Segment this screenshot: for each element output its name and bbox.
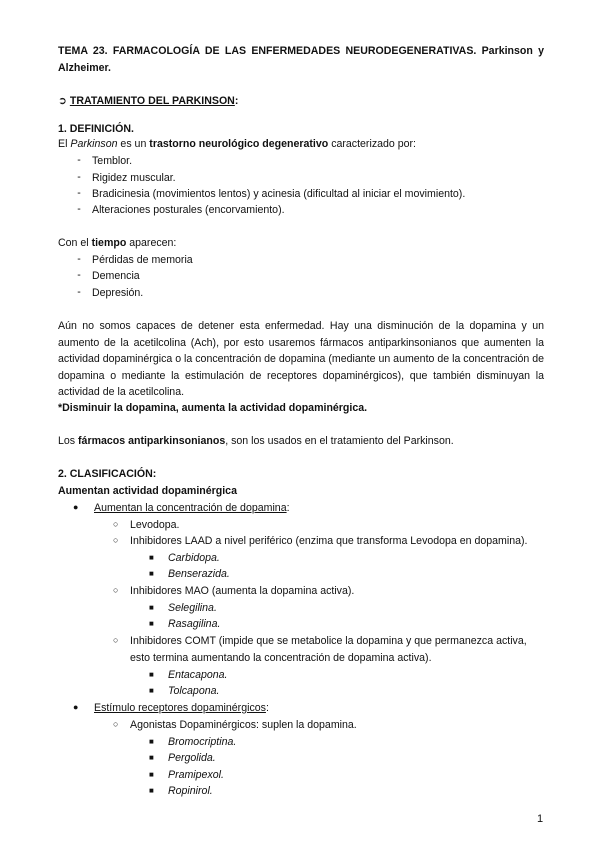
time-text-bold: tiempo [91, 237, 127, 249]
drug-item: Pergolida. [168, 752, 216, 764]
section-heading [58, 94, 238, 108]
circle-bullet-icon: ○ [113, 585, 119, 595]
drugs-text-bold: fármacos antiparkinsonianos [78, 435, 226, 447]
bullet-icon: ● [73, 502, 79, 512]
drug-item: Rasagilina. [168, 618, 221, 630]
square-bullet-icon: ■ [149, 737, 154, 746]
square-bullet-icon: ■ [149, 553, 154, 562]
definition-heading: 1. DEFINICIÓN. [58, 123, 134, 135]
circle-bullet-icon: ○ [113, 635, 119, 645]
definition-intro [58, 137, 416, 151]
list-item: Bradicinesia (movimientos lentos) y acinesia (dificultad al iniciar el movimiento). [92, 188, 466, 200]
def-text-parkinson: Parkinson [70, 138, 118, 150]
drugs-text-c: , son los usados en el tratamiento del Parkinson. [225, 435, 454, 447]
square-bullet-icon: ■ [149, 770, 154, 779]
drugs-line [58, 434, 454, 448]
drug-item: Selegilina. [168, 602, 217, 614]
document-title: TEMA 23. FARMACOLOGÍA DE LAS ENFERMEDADES NEURODEGENERATIVAS. Parkinson y Alzheimer. [58, 45, 544, 74]
square-bullet-icon: ■ [149, 786, 154, 795]
list-item: Agonistas Dopaminérgicos: suplen la dopamina. [130, 719, 357, 731]
square-bullet-icon: ■ [149, 619, 154, 628]
drug-item: Tolcapona. [168, 685, 220, 697]
list-item: Temblor. [92, 155, 133, 167]
drug-item: Ropinirol. [168, 785, 213, 797]
circle-bullet-icon: ○ [113, 535, 119, 545]
classification-heading: 2. CLASIFICACIÓN: [58, 468, 157, 480]
def-text-e: caracterizado por: [328, 138, 416, 150]
section-title: TRATAMIENTO DEL PARKINSON [69, 95, 235, 107]
square-bullet-icon: ■ [149, 603, 154, 612]
group1-suffix: : [286, 502, 290, 514]
drugs-text-a: Los [58, 435, 79, 447]
list-item: Inhibidores COMT (impide que se metabolice la dopamina y que permanezca activa, [130, 635, 527, 647]
list-item: Demencia [92, 270, 140, 282]
square-bullet-icon: ■ [149, 686, 154, 695]
def-text-bold: trastorno neurológico degenerativo [149, 138, 329, 150]
def-text-c: es un [117, 138, 150, 150]
drug-item: Carbidopa. [168, 552, 220, 564]
drug-item: Benserazida. [168, 568, 230, 580]
square-bullet-icon: ■ [149, 670, 154, 679]
list-item: Alteraciones posturales (encorvamiento). [92, 204, 285, 216]
def-text-a: El [58, 138, 71, 150]
list-item: Depresión. [92, 287, 144, 299]
group1-label [94, 501, 290, 515]
square-bullet-icon: ■ [149, 753, 154, 762]
list-item: Rigidez muscular. [92, 172, 176, 184]
list-item: Levodopa. [130, 519, 180, 531]
note-text: *Disminuir la dopamina, aumenta la actividad dopaminérgica. [58, 402, 368, 414]
time-text-c: aparecen: [126, 237, 177, 249]
group2-label-text: Estímulo receptores dopaminérgicos [94, 702, 266, 714]
body-paragraph: Aún no somos capaces de detener esta enfermedad. Hay una disminución de la dopamina y un aumento de la acetilcolina (Ach), por esto usaremos fármacos antiparkinsonianos que aumenten la actividad dopaminérgica o la concentración de dopamina (mediante un aumento de la concentración de dopamina o mediante la estimulación de receptores dopaminérgicos), que también disminuyan la actividad de la acetilcolina. [58, 320, 544, 398]
group2-suffix: : [265, 702, 269, 714]
group2-label [94, 701, 269, 715]
circle-bullet-icon: ○ [113, 519, 119, 529]
time-intro [58, 236, 176, 250]
circle-bullet-icon: ○ [113, 719, 119, 729]
time-text-a: Con el [58, 237, 92, 249]
classification-subheading: Aumentan actividad dopaminérgica [58, 485, 237, 497]
square-bullet-icon: ■ [149, 569, 154, 578]
list-item: Pérdidas de memoria [92, 254, 193, 266]
group1-label-text: Aumentan la concentración de dopamina [94, 502, 287, 514]
list-item-continued: esto termina aumentando la concentración de dopamina activa). [130, 652, 432, 664]
drug-item: Entacapona. [168, 669, 228, 681]
arrow-icon: ➲ [58, 95, 67, 107]
drug-item: Bromocriptina. [168, 736, 237, 748]
list-item: Inhibidores MAO (aumenta la dopamina activa). [130, 585, 355, 597]
drug-item: Pramipexol. [168, 769, 224, 781]
section-colon: : [234, 95, 239, 107]
bullet-icon: ● [73, 702, 79, 712]
page-number: 1 [537, 813, 544, 825]
list-item: Inhibidores LAAD a nivel periférico (enzima que transforma Levodopa en dopamina). [130, 535, 528, 547]
